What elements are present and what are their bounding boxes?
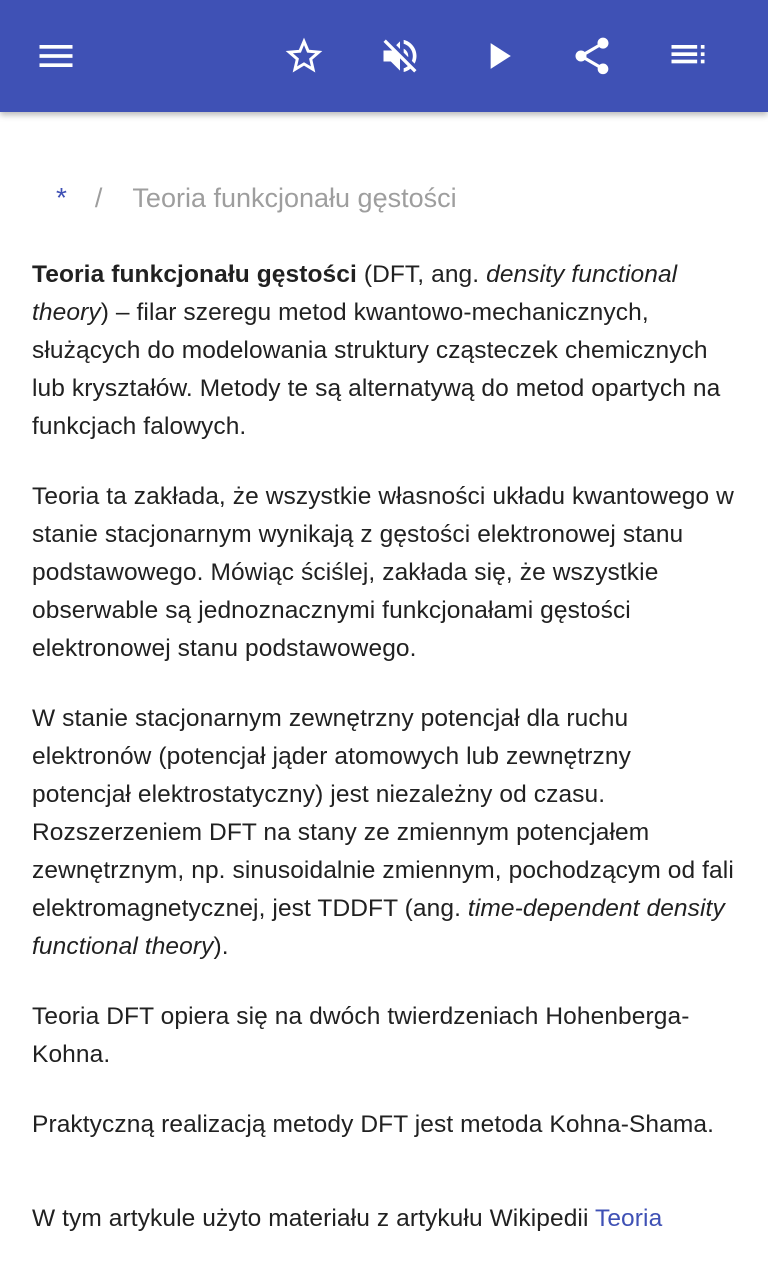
paragraph-tddft: [32, 700, 736, 966]
breadcrumb-current: Teoria funkcjonału gęstości: [132, 182, 457, 213]
breadcrumb-separator: /: [94, 182, 103, 213]
breadcrumb-home[interactable]: *: [56, 182, 67, 213]
star-outline-icon: [282, 34, 326, 78]
playlist-icon: [666, 34, 710, 78]
main-content: [32, 170, 736, 1270]
article-body: [32, 256, 736, 1238]
menu-button[interactable]: [24, 24, 88, 88]
source-link[interactable]: Teoria: [594, 1205, 663, 1232]
article-title-bold: Teoria funkcjonału gęstości: [32, 261, 357, 288]
paragraph-intro: [32, 256, 736, 446]
tddft-italic: time-dependent density functional theory: [32, 895, 725, 960]
paragraph-theorems: Teoria DFT opiera się na dwóch twierdzeniach Hohenberga-Kohna.: [32, 1003, 690, 1068]
intro-text-b: ) – filar szeregu metod kwantowo-mechanicznych, służących do modelowania struktury cząsteczek chemicznych lub kryształów. Metody te są alternatywą do metod opartych na funkcjach falowych.: [32, 299, 721, 440]
app-toolbar: [0, 0, 768, 112]
playlist-button[interactable]: [656, 24, 720, 88]
share-icon: [570, 34, 614, 78]
paragraph-assumptions: Teoria ta zakłada, że wszystkie własności układu kwantowego w stanie stacjonarnym wynikają z gęstości elektronowej stanu podstawowego. Mówiąc ściślej, zakłada się, że wszystkie obserwable są jednoznacznymi funkcjonałami gęstości elektronowej stanu podstawowego.: [32, 483, 734, 662]
intro-italic: density functional theory: [32, 261, 678, 326]
paragraph-source: [32, 1200, 736, 1238]
favorite-button[interactable]: [272, 24, 336, 88]
breadcrumb: [32, 170, 736, 226]
intro-text-a: (DFT, ang.: [356, 261, 487, 288]
play-button[interactable]: [466, 24, 530, 88]
volume-off-icon: [378, 34, 422, 78]
paragraph-kohn-sham: Praktyczną realizacją metody DFT jest metoda Kohna-Shama.: [32, 1111, 715, 1138]
mute-button[interactable]: [368, 24, 432, 88]
tddft-text-a: W stanie stacjonarnym zewnętrzny potencjał dla ruchu elektronów (potencjał jąder atomowych lub zewnętrzny potencjał elektrostatyczny) jest niezależny od czasu. Rozszerzeniem DFT na stany ze zmiennym potencjałem zewnętrznym, np. sinusoidalnie zmiennym, pochodzącym od fali elektromagnetycznej, jest TDDFT (ang.: [32, 705, 734, 922]
menu-icon: [34, 34, 78, 78]
source-text: W tym artykule użyto materiału z artykułu Wikipedii: [32, 1205, 595, 1232]
tddft-text-b: ).: [213, 933, 229, 960]
share-button[interactable]: [560, 24, 624, 88]
play-icon: [476, 34, 520, 78]
